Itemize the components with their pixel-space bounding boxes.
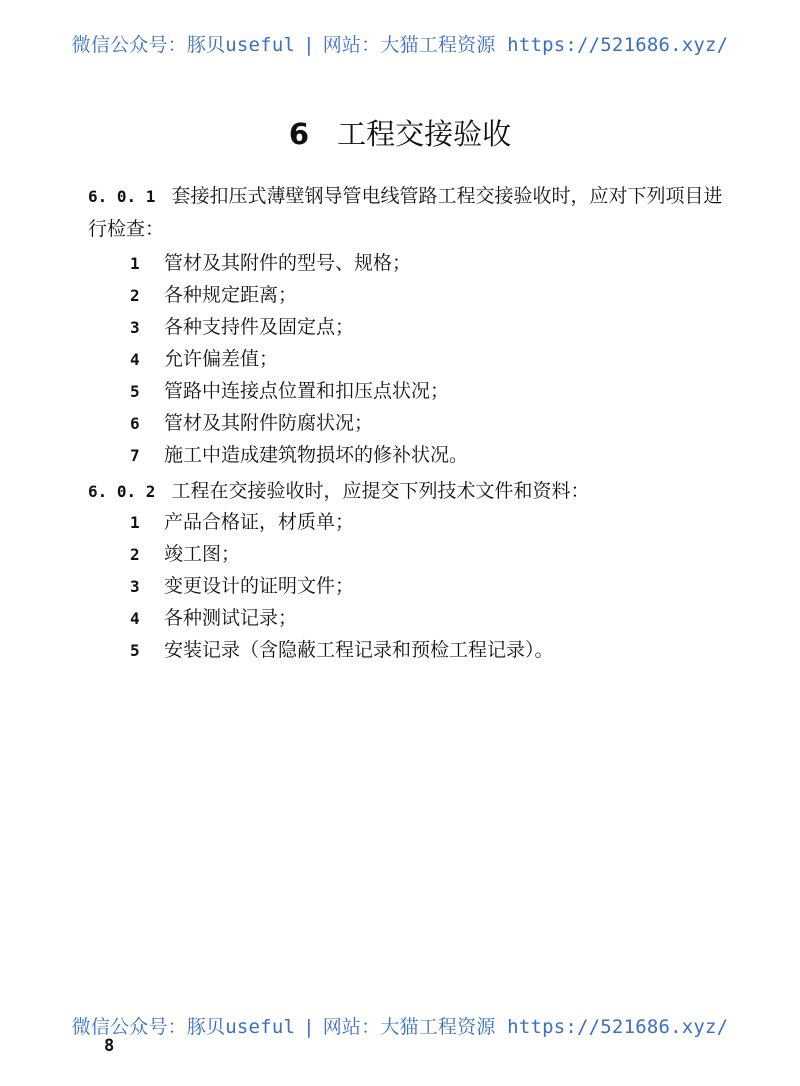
item-text: 安装记录（含隐蔽工程记录和预检工程记录）。 — [164, 639, 554, 661]
clause-text: 工程在交接验收时，应提交下列技术文件和资料： — [171, 480, 590, 502]
watermark-site: 网站：大猫工程资源 https://521686.xyz/ — [322, 34, 729, 56]
watermark-site: 网站：大猫工程资源 https://521686.xyz/ — [322, 1016, 729, 1038]
item-number: 2 — [130, 545, 140, 564]
item-number: 7 — [130, 446, 140, 465]
item-number: 3 — [130, 577, 140, 596]
clause-number: 6. 0. 1 — [88, 187, 156, 206]
page-number: 8 — [104, 1036, 115, 1056]
watermark-separator: | — [303, 1016, 315, 1038]
item-text: 各种测试记录； — [164, 607, 298, 629]
watermark-account: 微信公众号：豚贝useful — [71, 1016, 296, 1038]
list-item — [130, 570, 730, 602]
list-item — [130, 343, 730, 375]
item-text: 各种规定距离； — [164, 284, 298, 306]
item-text: 竣工图； — [164, 543, 241, 565]
item-number: 4 — [130, 609, 140, 628]
list-item — [130, 538, 730, 570]
item-number: 5 — [130, 382, 140, 401]
list-item — [130, 375, 730, 407]
item-number: 3 — [130, 318, 140, 337]
document-item-list — [130, 506, 730, 666]
list-item — [130, 439, 730, 471]
item-text: 各种支持件及固定点； — [164, 316, 355, 338]
clause-number: 6. 0. 2 — [88, 482, 156, 501]
list-item — [130, 602, 730, 634]
item-text: 施工中造成建筑物损坏的修补状况。 — [164, 444, 469, 466]
clause-6-0-1 — [88, 180, 728, 245]
watermark-account: 微信公众号：豚贝useful — [71, 34, 296, 56]
list-item — [130, 506, 730, 538]
item-number: 6 — [130, 414, 140, 433]
list-item — [130, 634, 730, 666]
item-text: 管材及其附件的型号、规格； — [164, 252, 412, 274]
watermark-footer — [0, 1012, 800, 1039]
list-item — [130, 407, 730, 439]
item-number: 1 — [130, 513, 140, 532]
watermark-separator: | — [303, 34, 315, 56]
inspection-item-list — [130, 247, 730, 471]
item-text: 管材及其附件防腐状况； — [164, 412, 374, 434]
list-item — [130, 247, 730, 279]
clause-6-0-2 — [88, 475, 728, 508]
clause-text: 套接扣压式薄壁钢导管电线管路工程交接验收时，应对下列项目进行检查： — [88, 185, 723, 240]
item-text: 产品合格证，材质单； — [164, 511, 355, 533]
item-text: 变更设计的证明文件； — [164, 575, 355, 597]
chapter-heading — [0, 112, 800, 153]
item-number: 5 — [130, 641, 140, 660]
list-item — [130, 311, 730, 343]
chapter-title: 工程交接验收 — [337, 117, 512, 151]
watermark-header — [0, 30, 800, 57]
item-number: 4 — [130, 350, 140, 369]
item-number: 1 — [130, 254, 140, 273]
item-text: 管路中连接点位置和扣压点状况； — [164, 380, 450, 402]
item-text: 允许偏差值； — [164, 348, 279, 370]
list-item — [130, 279, 730, 311]
chapter-number: 6 — [288, 117, 310, 151]
item-number: 2 — [130, 286, 140, 305]
